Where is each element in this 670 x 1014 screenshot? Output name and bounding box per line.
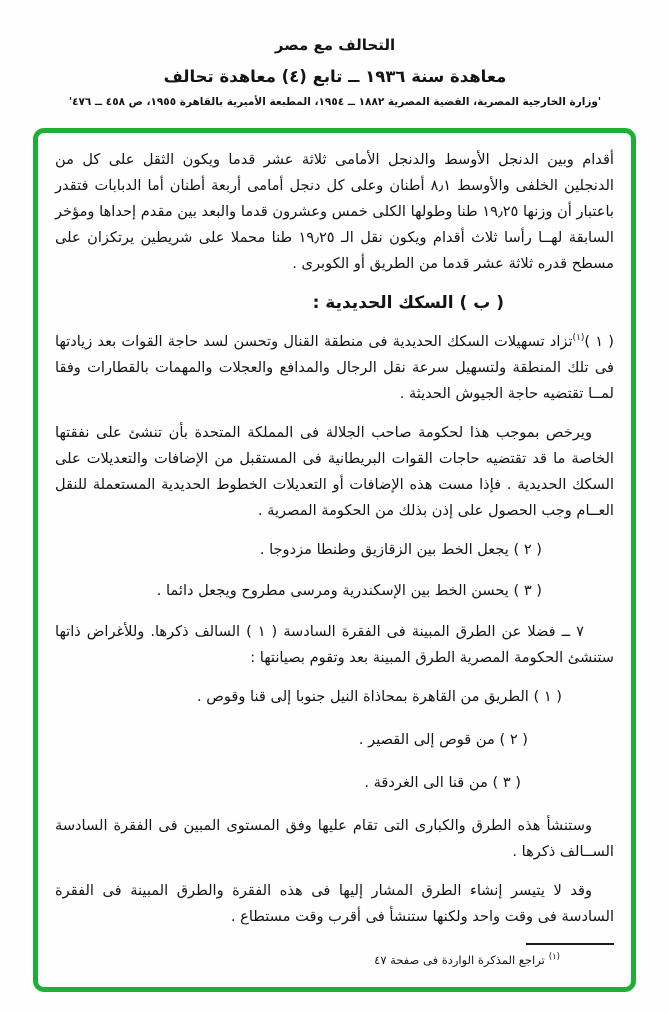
footnote-body: تراجع المذكرة الواردة فى صفحة ٤٧ [374,952,545,967]
page-title: التحالف مع مصر [274,36,396,54]
footnote-text [55,952,560,967]
footnote-divider [526,943,614,945]
road-item-2: ( ٢ ) من قوص إلى القصير . [358,731,528,748]
railway-clause-2: ( ٢ ) يجعل الخط بين الزقازيق وطنطا مزدوجا . [259,541,542,558]
license-paragraph: ويرخص بموجب هذا لحكومة صاحب الجلالة فى المملكة المتحدة بأن تنشئ على نفقتها الخاصة ما قد تقتضيه حاجات القوات البريطانية فى المستقبل من الإضافات والتعديلات على السكك الحديدية . فإذا مست هذه الإضافات أو التعديلات الخطوط الحديدية المستعملة للنقل العــام وجب الحصول على إذن بذلك من الحكومة المصرية . [55,424,614,519]
railway-clause-1 [55,329,614,407]
railway-clause-3: ( ٣ ) يحسن الخط بين الإسكندرية ومرسى مطروح ويجعل دائما . [156,582,542,599]
roads-level-paragraph: وستنشأ هذه الطرق والكبارى التى تقام عليها وفق المستوى المبين فى الفقرة السادسة الســالف ذكرها . [55,817,614,860]
document-header [0,0,670,108]
footnote-marker: (١) [548,952,560,962]
tank-axle-paragraph: أقدام وبين الدنجل الأوسط والدنجل الأمامى ثلاثة عشر قدما ويكون الثقل على كل من الدنجلين الخلفى والأوسط ٨٫١ أطنان وعلى كل دنجل أمامى أربعة أطنان أما الدبابات فتقدر باعتبار أن وزنها ١٩٫٢٥ طنا وطولها الكلى خمس وعشرون قدما والبعد بين مقدم إحداها ومؤخر السابقة لهــا رأسا ثلاث أقدام ويكون نقل الـ ١٩٫٢٥ طنا محملا على شريطين يرتكزان على مسطح قدره ثلاثة عشر قدما من الطريق أو الكوبرى . [55,151,614,272]
railways-section-heading: ( ب ) السكك الحديدية : [312,293,504,313]
clause-1-marker: ( ١ ) [584,333,614,350]
article-7-paragraph: ٧ ــ فضلا عن الطرق المبينة فى الفقرة السادسة ( ١ ) السالف ذكرها. وللأغراض ذاتها ستنشئ الحكومة المصرية الطرق المبينة بعد وتقوم بصيانتها : [55,623,614,666]
source-citation: 'وزارة الخارجية المصرية، القضية المصرية ١٨٨٢ ــ ١٩٥٤، المطبعة الأميرية بالقاهرة ١٩٥٥، ص ٤٥٨ ــ ٤٧٦' [68,96,602,108]
treaty-subtitle: معاهدة سنة ١٩٣٦ ــ تابع (٤) معاهدة تحالف [163,67,507,86]
footnote-reference-mark: (١) [572,333,585,344]
road-item-3: ( ٣ ) من قنا الى الغردقة . [364,774,521,791]
road-item-1: ( ١ ) الطريق من القاهرة بمحاذاة النيل جنوبا إلى قنا وقوص . [196,688,562,705]
roads-timing-paragraph: وقد لا يتيسر إنشاء الطرق المشار إليها فى هذه الفقرة والطرق المبينة فى الفقرة السادسة فى وقت واحد ولكنها ستنشأ فى أقرب وقت مستطاع . [55,882,614,925]
green-content-frame [33,128,636,992]
clause-1-text: تزاد تسهيلات السكك الحديدية فى منطقة القنال وتحسن لسد حاجة القوات بعد زيادتها فى تلك المنطقة ولتسهيل سرعة نقل الرجال والمدافع والعجلات والمهمات بالقطارات وفقا لمــا تقتضيه حاجة الجيوش الحديثة . [55,333,614,402]
